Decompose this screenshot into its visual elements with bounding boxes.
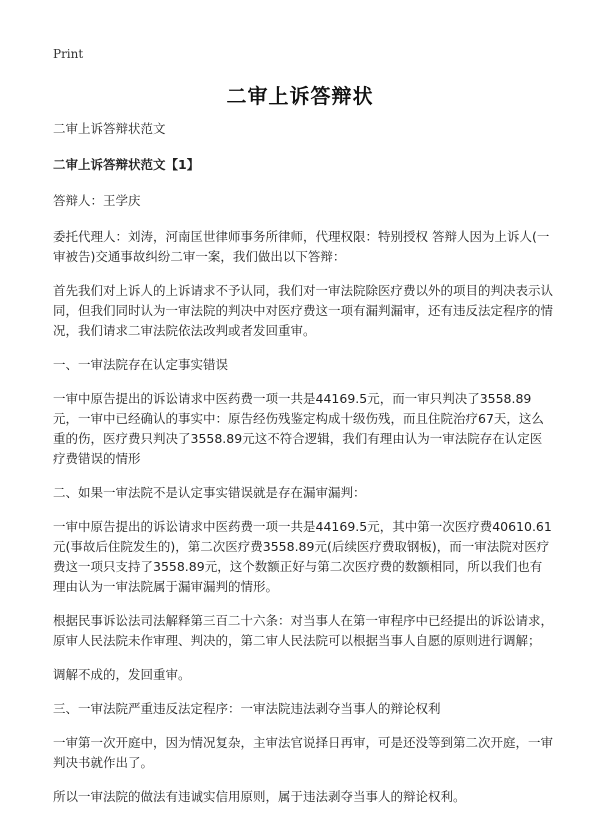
agent-paragraph: 委托代理人：刘涛，河南匡世律师事务所律师，代理权限：特别授权 答辩人因为上诉人(一审被告)交通事故纠纷二审一案，我们做出以下答辩： — [53, 229, 550, 264]
point-two-paragraph: 一审中原告提出的诉讼请求中医药费一项一共是44169.5元，其中第一次医疗费40610.61元(事故后住院发生的)，第二次医疗费3558.89元(后续医疗费取钢板)，而一审法院对医疗费这一项只支持了3558.89元，这个数额正好与第二次医疗费的数额相同，所以我们也有理由认为一审法院属于漏审漏判的情形。 — [53, 519, 552, 594]
point-one-paragraph: 一审中原告提出的诉讼请求中医药费一项一共是44169.5元，而一审只判决了3558.89元，一审中已经确认的事实中：原告经伤残鉴定构成十级伤残，而且住院治疗67天，这么重的伤，医疗费只判决了3558.89元这不符合逻辑，我们有理由认为一审法院存在认定医疗费错误的情形 — [53, 391, 544, 466]
legal-basis-paragraph: 根据民事诉讼法司法解释第三百二十六条：对当事人在第一审程序中已经提出的诉讼请求，原审人民法院未作审理、判决的，第二审人民法院可以根据当事人自愿的原则进行调解； — [53, 613, 554, 648]
document-title: 二审上诉答辩状 — [226, 84, 374, 108]
print-link[interactable]: Print — [53, 47, 84, 61]
point-three-paragraph: 一审第一次开庭中，因为情况复杂，主审法官说择日再审，可是还没等到第二次开庭，一审判决书就作出了。 — [53, 735, 554, 770]
respondent-line: 答辩人：王学庆 — [53, 193, 141, 208]
point-three-heading: 三、一审法院严重违反法定程序：一审法院违法剥夺当事人的辩论权利 — [53, 701, 441, 716]
point-two-heading: 二、如果一审法院不是认定事实错误就是存在漏审漏判： — [53, 485, 366, 500]
document-body — [53, 119, 553, 807]
section-heading: 二审上诉答辩状范文【1】 — [53, 157, 200, 172]
conclusion-paragraph: 所以一审法院的做法有违诚实信用原则，属于违法剥夺当事人的辩论权利。 — [53, 789, 466, 804]
remand-paragraph: 调解不成的，发回重审。 — [53, 667, 191, 682]
opening-paragraph: 首先我们对上诉人的上诉请求不予认同，我们对一审法院除医疗费以外的项目的判决表示认同，但我们同时认为一审法院的判决中对医疗费这一项有漏判漏审，还有违反法定程序的情况，我们请求二审法院依法改判或者发回重审。 — [53, 283, 554, 338]
point-one-heading: 一、一审法院存在认定事实错误 — [53, 357, 229, 372]
subtitle-paragraph: 二审上诉答辩状范文 — [53, 121, 166, 136]
